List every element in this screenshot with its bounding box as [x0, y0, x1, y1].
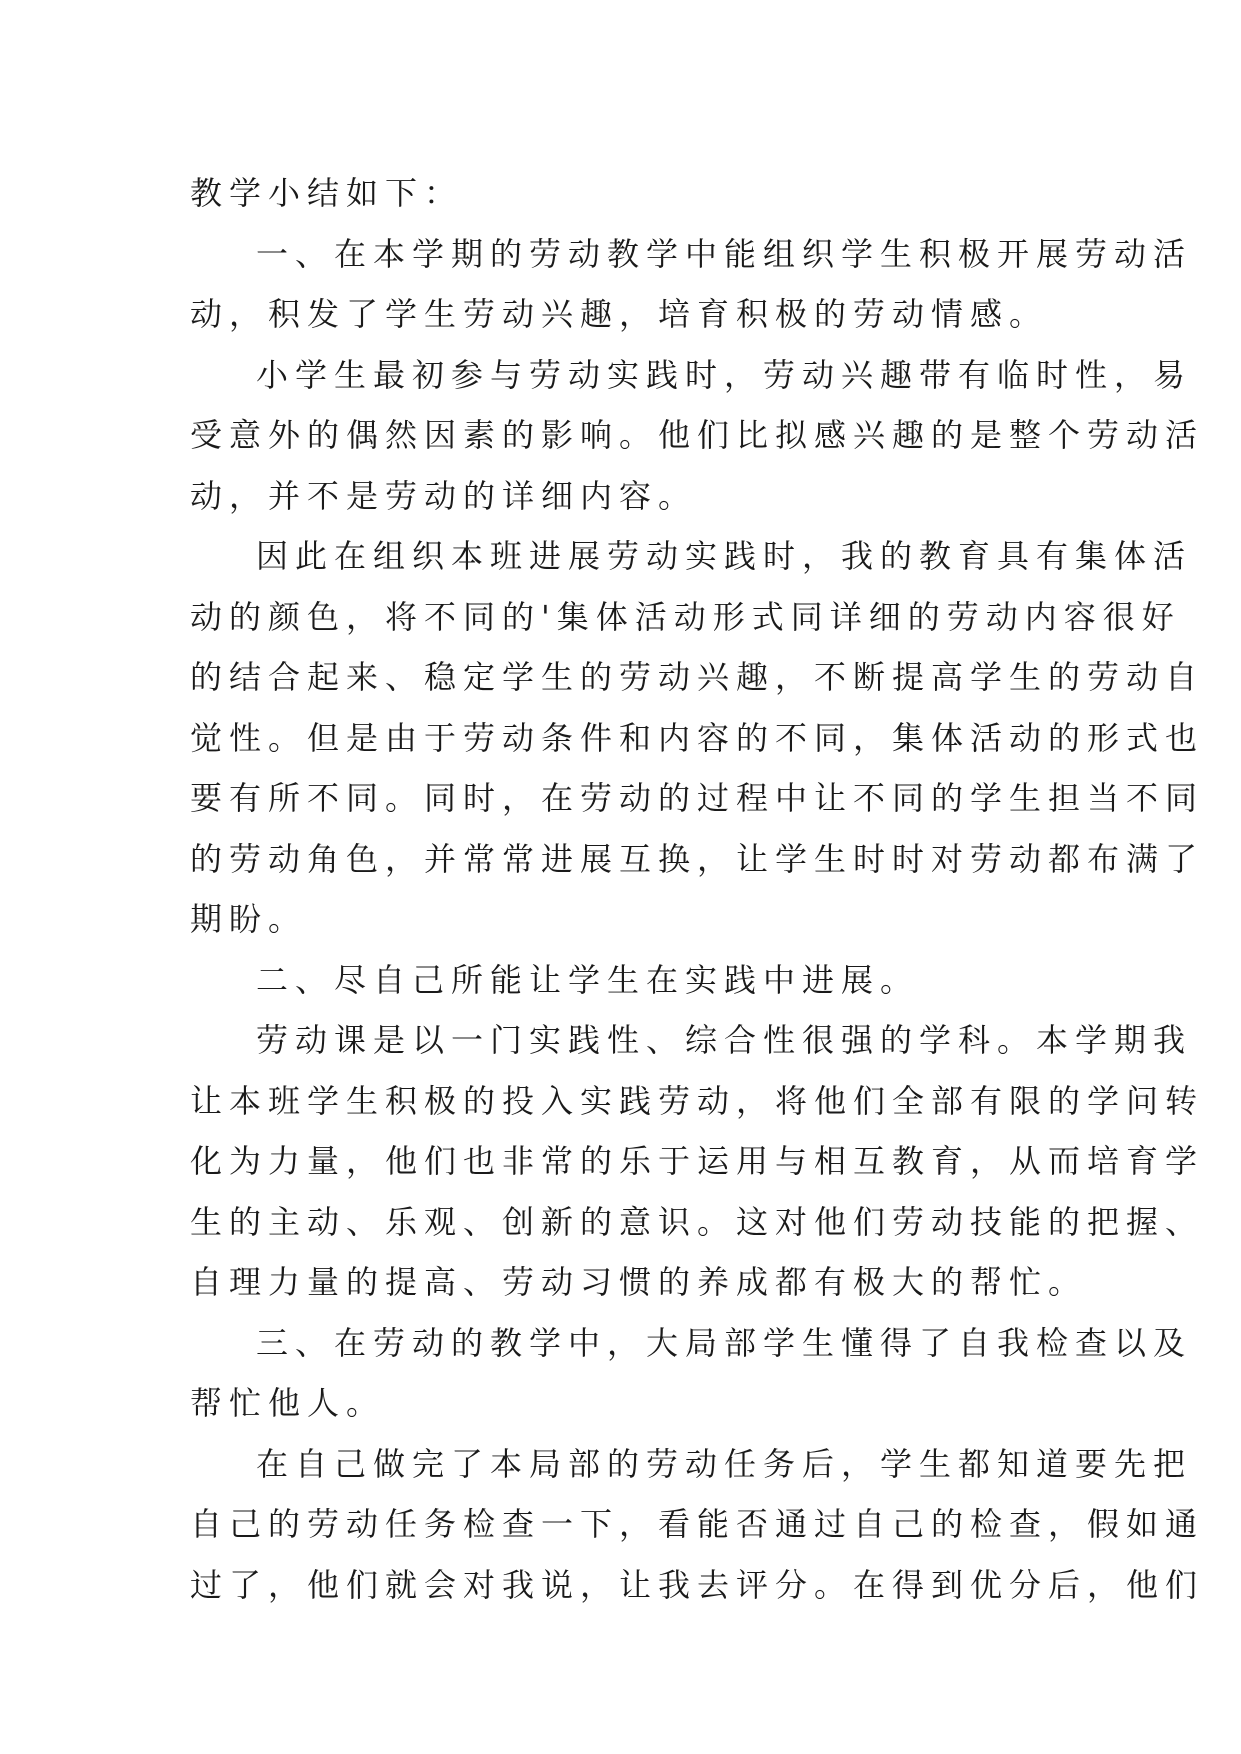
text-line: 教学小结如下： — [190, 174, 464, 212]
text-line: 要有所不同。同时，在劳动的过程中让不同的学生担当不同 — [190, 779, 1205, 817]
text-line: 过了，他们就会对我说，让我去评分。在得到优分后，他们 — [190, 1565, 1205, 1604]
text-line: 觉性。但是由于劳动条件和内容的不同，集体活动的形式也 — [190, 718, 1205, 757]
text-line: 受意外的偶然因素的影响。他们比拟感兴趣的是整个劳动活 — [190, 416, 1205, 454]
text-line: 小学生最初参与劳动实践时，劳动兴趣带有临时性，易 — [256, 355, 1193, 394]
text-line: 期盼。 — [190, 900, 308, 938]
text-line: 的劳动角色，并常常进展互换，让学生时时对劳动都布满了 — [190, 839, 1205, 878]
text-line: 动的颜色，将不同的'集体活动形式同详细的劳动内容很好 — [190, 597, 1181, 636]
text-line: 劳动课是以一门实践性、综合性很强的学科。本学期我 — [256, 1021, 1193, 1059]
text-line: 三、在劳动的教学中，大局部学生懂得了自我检查以及 — [256, 1323, 1193, 1362]
text-line: 二、尽自己所能让学生在实践中进展。 — [256, 960, 920, 999]
text-line: 自理力量的提高、劳动习惯的养成都有极大的帮忙。 — [190, 1263, 1088, 1301]
text-line: 自己的劳动任务检查一下，看能否通过自己的检查，假如通 — [190, 1505, 1205, 1543]
text-line: 的结合起来、稳定学生的劳动兴趣，不断提高学生的劳动自 — [190, 658, 1205, 696]
text-line: 让本班学生积极的投入实践劳动，将他们全部有限的学问转 — [190, 1081, 1205, 1120]
text-line: 动，积发了学生劳动兴趣，培育积极的劳动情感。 — [190, 295, 1049, 333]
text-line: 帮忙他人。 — [190, 1384, 386, 1422]
text-line: 化为力量，他们也非常的乐于运用与相互教育，从而培育学 — [190, 1142, 1205, 1180]
text-line: 动，并不是劳动的详细内容。 — [190, 476, 698, 515]
text-line: 在自己做完了本局部的劳动任务后，学生都知道要先把 — [256, 1444, 1193, 1483]
text-line: 生的主动、乐观、创新的意识。这对他们劳动技能的把握、 — [190, 1202, 1205, 1241]
text-line: 因此在组织本班进展劳动实践时，我的教育具有集体活 — [256, 537, 1193, 575]
text-line: 一、在本学期的劳动教学中能组织学生积极开展劳动活 — [256, 234, 1193, 273]
document-body — [190, 163, 1205, 1615]
